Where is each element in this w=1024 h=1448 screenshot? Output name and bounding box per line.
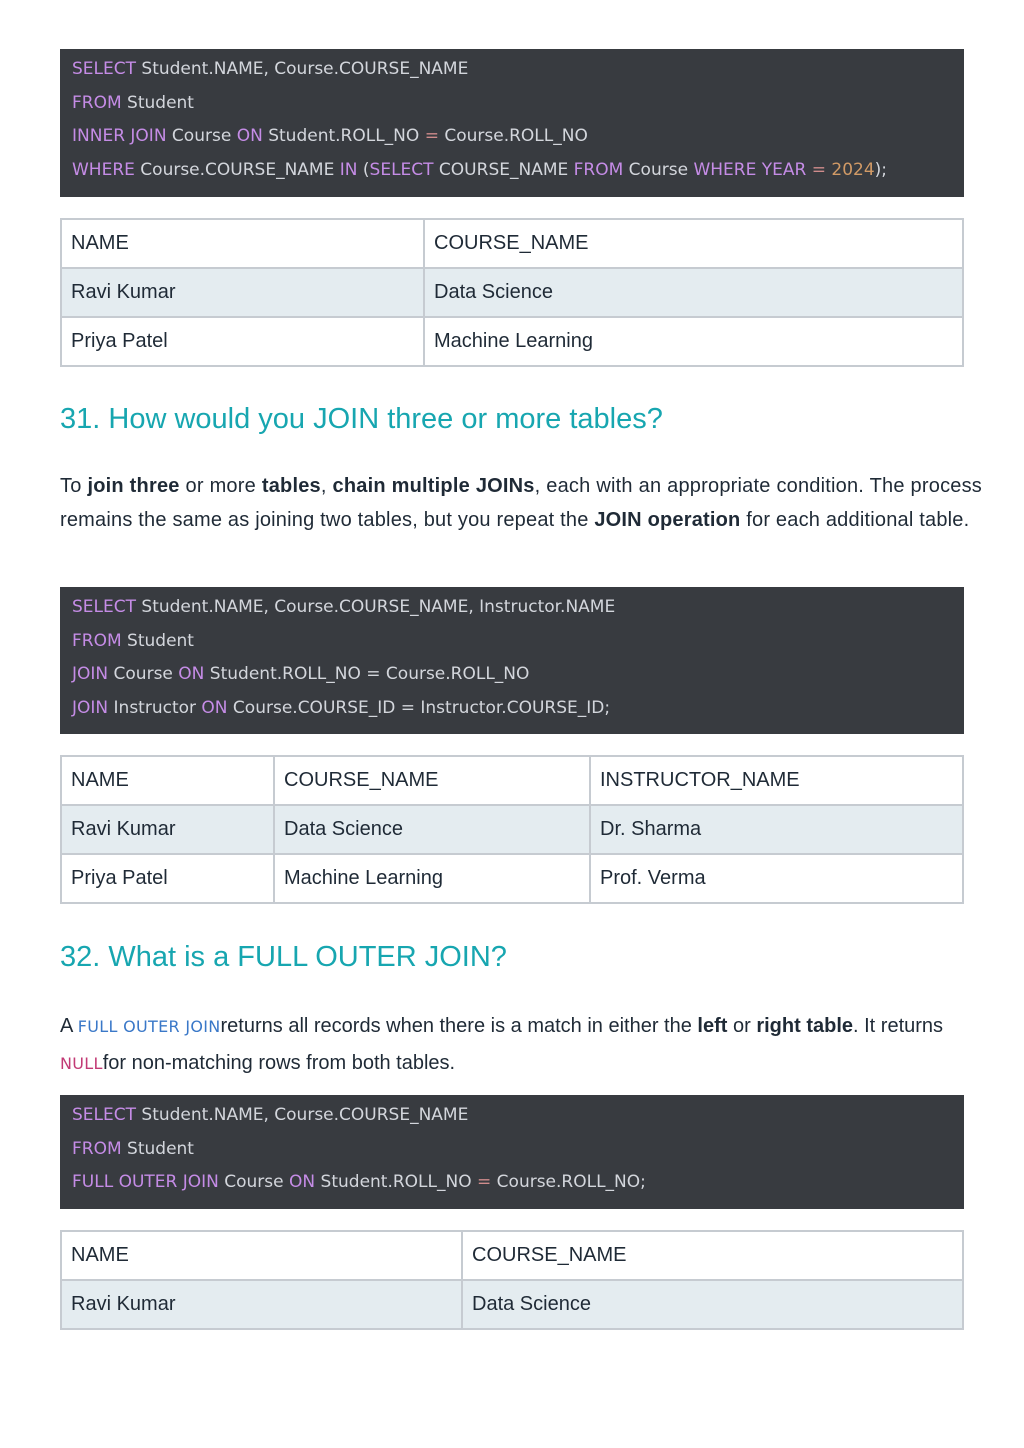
table-cell: Machine Learning — [424, 317, 963, 366]
sql-text: Course.ROLL_NO; — [491, 1172, 646, 1192]
table-cell: Data Science — [274, 805, 590, 854]
text: for non-matching rows from both tables. — [102, 1052, 456, 1074]
table-header-row — [61, 219, 963, 268]
sql-text: Course — [623, 159, 694, 180]
sql-keyword: IN — [339, 159, 358, 180]
code-line — [72, 625, 952, 659]
sql-keyword: JOIN — [72, 664, 109, 684]
sql-keyword: ON — [289, 1172, 316, 1192]
code-block-inner-join — [60, 49, 964, 197]
sql-keyword: JOIN — [72, 697, 109, 718]
table-row — [61, 1280, 963, 1329]
sql-keyword: FROM — [72, 92, 122, 113]
sql-text: COURSE_NAME — [433, 159, 574, 180]
table-header-cell: INSTRUCTOR_NAME — [590, 756, 963, 805]
table-cell: Data Science — [462, 1280, 963, 1329]
sql-keyword: WHERE — [693, 159, 757, 180]
table-cell: Ravi Kumar — [61, 805, 274, 854]
sql-keyword: SELECT — [72, 1105, 136, 1125]
table-cell: Prof. Verma — [590, 854, 963, 903]
bold-text: chain multiple JOINs — [332, 475, 535, 497]
table-cell: Ravi Kumar — [61, 268, 424, 317]
table-header-cell: NAME — [61, 219, 424, 268]
result-table-inner-join — [60, 218, 964, 367]
text: . It returns — [853, 1015, 944, 1037]
sql-keyword: WHERE — [72, 159, 135, 180]
sql-text: Student.ROLL_NO = Course.ROLL_NO — [204, 664, 530, 684]
sql-keyword: FROM — [72, 630, 122, 651]
bold-text: JOIN operation — [594, 508, 741, 531]
sql-text: Course.COURSE_ID = Instructor.COURSE_ID; — [227, 697, 611, 718]
text: A — [60, 1015, 78, 1037]
section-32-paragraph — [60, 1008, 970, 1082]
section-heading-31: 31. How would you JOIN three or more tables? — [60, 403, 663, 435]
sql-text: Student — [121, 92, 194, 113]
text: To — [60, 475, 88, 497]
sql-text: Student.ROLL_NO — [315, 1172, 478, 1192]
sql-keyword: FROM — [573, 159, 624, 180]
table-cell: Priya Patel — [61, 854, 274, 903]
sql-operator: = — [424, 126, 439, 146]
table-row — [61, 268, 963, 317]
table-cell: Ravi Kumar — [61, 1280, 462, 1329]
code-line — [72, 658, 952, 692]
sql-text: Student.NAME, Course.COURSE_NAME, Instructor.NAME — [136, 597, 616, 617]
sql-text: Student — [121, 1138, 194, 1159]
table-header-cell: COURSE_NAME — [424, 219, 963, 268]
sql-keyword: FULL OUTER JOIN — [72, 1172, 219, 1192]
inline-code: FULL OUTER JOIN — [77, 1017, 221, 1036]
sql-operator: = — [811, 159, 826, 180]
code-line — [72, 1099, 952, 1133]
sql-text: Student — [121, 630, 194, 651]
text: or more — [179, 475, 262, 497]
code-line — [72, 591, 952, 625]
bold-text: left — [697, 1015, 728, 1037]
table-cell: Machine Learning — [274, 854, 590, 903]
code-line — [72, 154, 952, 188]
text: , — [320, 475, 333, 497]
sql-keyword: ON — [201, 697, 228, 718]
sql-keyword: ON — [236, 126, 263, 146]
section-31-paragraph — [60, 470, 982, 537]
code-line — [72, 87, 952, 121]
sql-text: Course.COURSE_NAME — [134, 159, 340, 180]
sql-operator: = — [477, 1172, 492, 1192]
text: for each additional table. — [740, 508, 970, 531]
sql-keyword: INNER JOIN — [72, 126, 167, 146]
table-header-row — [61, 1231, 963, 1280]
text: or — [727, 1015, 757, 1037]
sql-text: Student.NAME, Course.COURSE_NAME — [136, 59, 469, 79]
sql-text: ); — [874, 159, 888, 180]
code-block-multi-join — [60, 587, 964, 734]
sql-number: 2024 — [831, 159, 875, 180]
sql-keyword: SELECT — [72, 59, 136, 79]
code-line — [72, 1133, 952, 1167]
sql-text: Instructor — [108, 697, 202, 718]
code-line — [72, 1166, 952, 1200]
sql-keyword: SELECT — [72, 597, 136, 617]
sql-text: Course.ROLL_NO — [438, 126, 588, 146]
code-line — [72, 53, 952, 87]
table-row — [61, 854, 963, 903]
sql-keyword: SELECT — [369, 159, 434, 180]
table-cell: Priya Patel — [61, 317, 424, 366]
table-cell: Dr. Sharma — [590, 805, 963, 854]
table-row — [61, 805, 963, 854]
sql-keyword: YEAR — [761, 159, 807, 180]
section-heading-32: 32. What is a FULL OUTER JOIN? — [60, 941, 507, 973]
sql-text: Course — [166, 126, 237, 146]
result-table-full-outer-join — [60, 1230, 964, 1330]
table-header-row — [61, 756, 963, 805]
code-line — [72, 120, 952, 154]
inline-code: NULL — [60, 1054, 103, 1073]
code-line — [72, 692, 952, 726]
table-header-cell: COURSE_NAME — [274, 756, 590, 805]
sql-keyword: ON — [178, 664, 205, 684]
bold-text: tables — [261, 475, 321, 497]
text: returns all records when there is a match in either the — [220, 1015, 698, 1037]
table-header-cell: NAME — [61, 756, 274, 805]
table-row — [61, 317, 963, 366]
sql-keyword: FROM — [72, 1138, 122, 1159]
bold-text: right table — [756, 1015, 853, 1037]
table-header-cell: COURSE_NAME — [462, 1231, 963, 1280]
table-header-cell: NAME — [61, 1231, 462, 1280]
sql-text: Student.NAME, Course.COURSE_NAME — [136, 1105, 469, 1125]
sql-text: Course — [108, 664, 179, 684]
bold-text: join three — [87, 475, 180, 497]
sql-text: Student.ROLL_NO — [262, 126, 425, 146]
table-cell: Data Science — [424, 268, 963, 317]
sql-text: ( — [357, 159, 370, 180]
code-block-full-outer-join — [60, 1095, 964, 1209]
text: , each with an appropriate condition. The process remains the same as joining two tables, but you repeat the — [60, 475, 982, 531]
sql-text: Course — [218, 1172, 290, 1192]
result-table-multi-join — [60, 755, 964, 904]
